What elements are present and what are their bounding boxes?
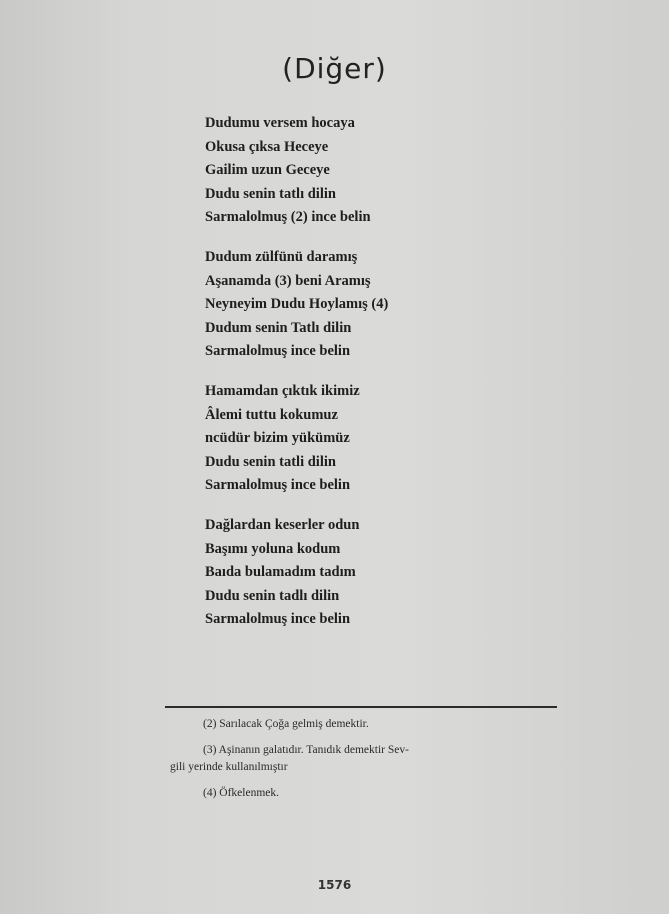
footnotes: [170, 716, 565, 811]
verse-line: Aşanamda (3) beni Aramış: [205, 272, 371, 289]
footnote-divider: [165, 706, 557, 708]
footnote-4: (4) Öfkelenmek.: [203, 787, 279, 799]
footnote-3-line-1: (3) Aşinanın galatıdır. Tanıdık demektir Sev-: [203, 744, 409, 756]
stanza-3: [205, 380, 505, 498]
verse-line: Dudum senin Tatlı dilin: [205, 319, 352, 336]
verse-line: Dudu senin tadlı dilin: [205, 587, 340, 604]
verse-line: Neyneyim Dudu Hoylamış (4): [205, 296, 389, 313]
poem-title: (Diğer): [282, 52, 387, 85]
verse-line: Baıda bulamadım tadım: [205, 564, 356, 581]
verse-line: Okusa çıksa Heceye: [205, 138, 329, 155]
poem-body: [205, 112, 505, 648]
footnote-2: (2) Sarılacak Çoğa gelmiş demektir.: [203, 718, 369, 730]
verse-line: Başımı yoluna kodum: [205, 540, 341, 557]
verse-line: Sarmalolmuş ince belin: [205, 611, 351, 628]
footnote-3-line-2: gili yerinde kullanılmıştır: [170, 761, 288, 773]
stanza-4: [205, 514, 505, 632]
verse-line: Dudu senin tatli dilin: [205, 453, 336, 470]
footnote-3: [170, 742, 565, 776]
stanza-1: [205, 112, 505, 230]
verse-line: Sarmalolmuş (2) ince belin: [205, 209, 371, 226]
page-number: 1576: [317, 878, 352, 892]
verse-line: Gailim uzun Geceye: [205, 162, 330, 179]
verse-line: Dudu senin tatlı dilin: [205, 185, 336, 202]
verse-line: Dudumu versem hocaya: [205, 115, 355, 131]
verse-line: Dudum zülfünü daramış: [205, 248, 358, 265]
verse-line: Sarmalolmuş ince belin: [205, 343, 351, 360]
verse-line: Hamamdan çıktık ikimiz: [205, 382, 360, 399]
verse-line: Dağlardan keserler odun: [205, 516, 360, 533]
verse-line: ncüdür bizim yükümüz: [205, 430, 350, 447]
verse-line: Sarmalolmuş ince belin: [205, 477, 351, 494]
stanza-2: [205, 246, 505, 364]
verse-line: Âlemi tuttu kokumuz: [205, 406, 338, 423]
